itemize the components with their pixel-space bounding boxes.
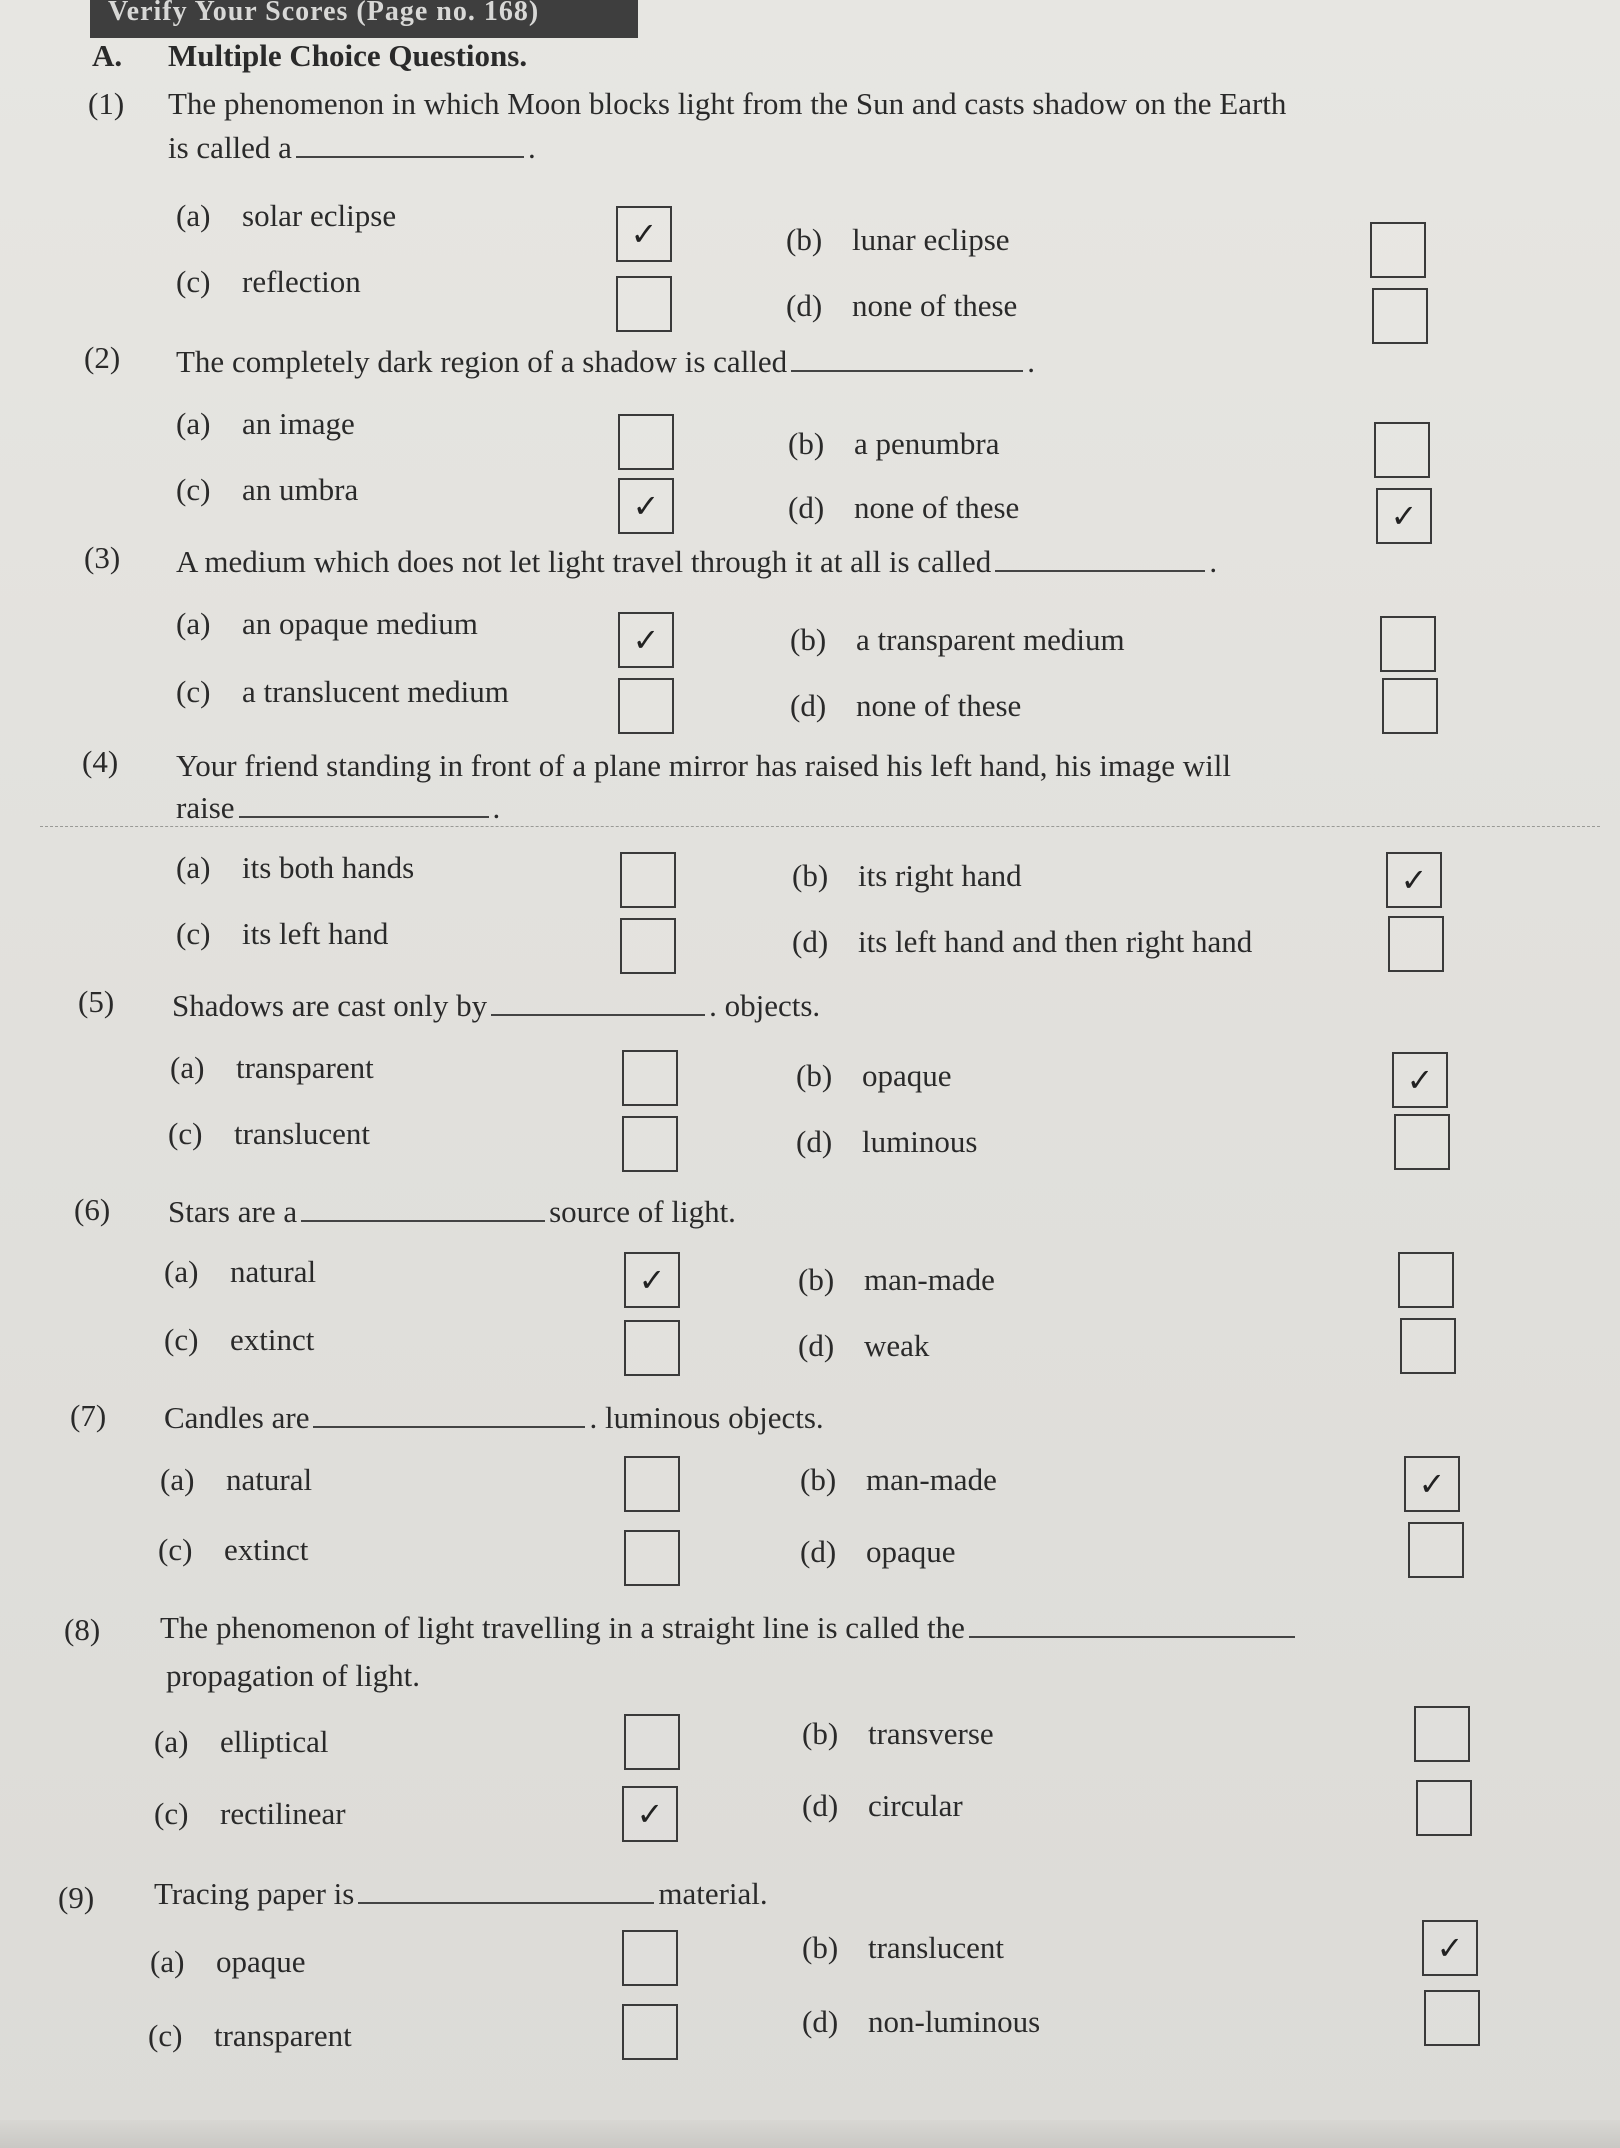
question-number: (2) — [84, 340, 121, 375]
option-b-checkbox[interactable]: ✓ — [1386, 852, 1442, 908]
option-c-checkbox[interactable] — [624, 1320, 680, 1376]
question-text: The completely dark region of a shadow is called . — [176, 344, 1035, 379]
option-a: (a) transparent — [170, 1050, 374, 1085]
option-c: (c) a translucent medium — [176, 674, 509, 709]
option-b: (b) its right hand — [792, 858, 1022, 893]
option-a-checkbox[interactable] — [622, 1050, 678, 1106]
option-b: (b) lunar eclipse — [786, 222, 1010, 257]
option-c: (c) an umbra — [176, 472, 359, 507]
option-a: (a) natural — [164, 1254, 317, 1289]
option-b-checkbox[interactable] — [1414, 1706, 1470, 1762]
option-a: (a) opaque — [150, 1944, 306, 1979]
option-a-checkbox[interactable] — [620, 852, 676, 908]
option-d-checkbox[interactable]: ✓ — [1376, 488, 1432, 544]
option-b-checkbox[interactable] — [1380, 616, 1436, 672]
option-b-checkbox[interactable] — [1398, 1252, 1454, 1308]
option-d: (d) circular — [802, 1788, 963, 1823]
answer-blank[interactable] — [969, 1610, 1295, 1638]
answer-blank[interactable] — [239, 790, 489, 818]
option-a-checkbox[interactable]: ✓ — [624, 1252, 680, 1308]
option-d: (d) luminous — [796, 1124, 978, 1159]
option-a-checkbox[interactable] — [624, 1714, 680, 1770]
page-bottom-edge — [0, 2120, 1620, 2148]
option-d: (d) none of these — [788, 490, 1020, 525]
option-c-checkbox[interactable] — [624, 1530, 680, 1586]
option-d: (d) non-luminous — [802, 2004, 1041, 2039]
question-text-line2: is called a . — [168, 130, 536, 165]
question-text: The phenomenon in which Moon blocks light from the Sun and casts shadow on the Earth — [168, 86, 1287, 121]
page-rule-line — [40, 826, 1600, 827]
option-a: (a) an opaque medium — [176, 606, 478, 641]
answer-blank[interactable] — [358, 1876, 654, 1904]
question-number: (7) — [70, 1398, 107, 1433]
option-a: (a) natural — [160, 1462, 313, 1497]
option-c: (c) transparent — [148, 2018, 352, 2053]
option-a: (a) an image — [176, 406, 355, 441]
option-c: (c) rectilinear — [154, 1796, 346, 1831]
option-d-checkbox[interactable] — [1424, 1990, 1480, 2046]
option-b: (b) opaque — [796, 1058, 952, 1093]
option-c: (c) extinct — [164, 1322, 315, 1357]
option-d-checkbox[interactable] — [1408, 1522, 1464, 1578]
option-a-checkbox[interactable] — [622, 1930, 678, 1986]
option-b: (b) a penumbra — [788, 426, 1000, 461]
question-text: A medium which does not let light travel through it at all is called . — [176, 544, 1218, 579]
answer-blank[interactable] — [791, 344, 1023, 372]
option-c-checkbox[interactable]: ✓ — [622, 1786, 678, 1842]
option-b-checkbox[interactable] — [1374, 422, 1430, 478]
option-c-checkbox[interactable] — [616, 276, 672, 332]
question-number: (3) — [84, 540, 121, 575]
option-b-checkbox[interactable] — [1370, 222, 1426, 278]
question-number: (4) — [82, 744, 119, 779]
option-c: (c) reflection — [176, 264, 361, 299]
option-a-checkbox[interactable] — [624, 1456, 680, 1512]
option-c-checkbox[interactable] — [622, 2004, 678, 2060]
option-d: (d) weak — [798, 1328, 930, 1363]
option-b-checkbox[interactable]: ✓ — [1422, 1920, 1478, 1976]
question-number: (9) — [58, 1880, 95, 1915]
option-d-checkbox[interactable] — [1400, 1318, 1456, 1374]
page-reference-header: Verify Your Scores (Page no. 168) — [90, 0, 638, 38]
section-letter: A. — [92, 38, 123, 73]
question-text: Your friend standing in front of a plane mirror has raised his left hand, his image will — [176, 748, 1231, 783]
answer-blank[interactable] — [313, 1400, 585, 1428]
question-text: Candles are . luminous objects. — [164, 1400, 824, 1435]
option-d: (d) opaque — [800, 1534, 956, 1569]
question-text-line2: raise . — [176, 790, 501, 825]
question-text: Tracing paper is material. — [154, 1876, 768, 1911]
option-c-checkbox[interactable] — [618, 678, 674, 734]
option-a: (a) elliptical — [154, 1724, 329, 1759]
section-title-text: Multiple Choice Questions. — [168, 38, 528, 73]
option-a: (a) solar eclipse — [176, 198, 397, 233]
option-d-checkbox[interactable] — [1416, 1780, 1472, 1836]
option-a-checkbox[interactable]: ✓ — [618, 612, 674, 668]
option-b: (b) a transparent medium — [790, 622, 1125, 657]
option-c: (c) its left hand — [176, 916, 389, 951]
answer-blank[interactable] — [296, 130, 524, 158]
option-b: (b) transverse — [802, 1716, 994, 1751]
option-d: (d) none of these — [790, 688, 1022, 723]
option-c-checkbox[interactable] — [620, 918, 676, 974]
option-b-checkbox[interactable]: ✓ — [1392, 1052, 1448, 1108]
option-d-checkbox[interactable] — [1388, 916, 1444, 972]
answer-blank[interactable] — [491, 988, 705, 1016]
option-c: (c) translucent — [168, 1116, 371, 1151]
option-d-checkbox[interactable] — [1394, 1114, 1450, 1170]
option-a: (a) its both hands — [176, 850, 415, 885]
question-text: Shadows are cast only by . objects. — [172, 988, 821, 1023]
option-a-checkbox[interactable] — [618, 414, 674, 470]
question-number: (5) — [78, 984, 115, 1019]
question-text: The phenomenon of light travelling in a straight line is called the — [160, 1606, 1299, 1650]
option-d: (d) none of these — [786, 288, 1018, 323]
option-b-checkbox[interactable]: ✓ — [1404, 1456, 1460, 1512]
option-c-checkbox[interactable] — [622, 1116, 678, 1172]
question-number: (8) — [64, 1612, 101, 1647]
option-c: (c) extinct — [158, 1532, 309, 1567]
question-number: (6) — [74, 1192, 111, 1227]
option-b: (b) man-made — [798, 1262, 995, 1297]
section-heading — [92, 38, 527, 74]
option-d: (d) its left hand and then right hand — [792, 924, 1253, 959]
option-b: (b) translucent — [802, 1930, 1005, 1965]
answer-blank[interactable] — [995, 544, 1205, 572]
option-c-checkbox[interactable]: ✓ — [618, 478, 674, 534]
question-text-line2: propagation of light. — [166, 1658, 420, 1693]
question-number: (1) — [88, 86, 125, 121]
answer-blank[interactable] — [301, 1194, 545, 1222]
option-d-checkbox[interactable] — [1372, 288, 1428, 344]
option-d-checkbox[interactable] — [1382, 678, 1438, 734]
option-b: (b) man-made — [800, 1462, 997, 1497]
option-a-checkbox[interactable]: ✓ — [616, 206, 672, 262]
question-text: Stars are a source of light. — [168, 1194, 736, 1229]
